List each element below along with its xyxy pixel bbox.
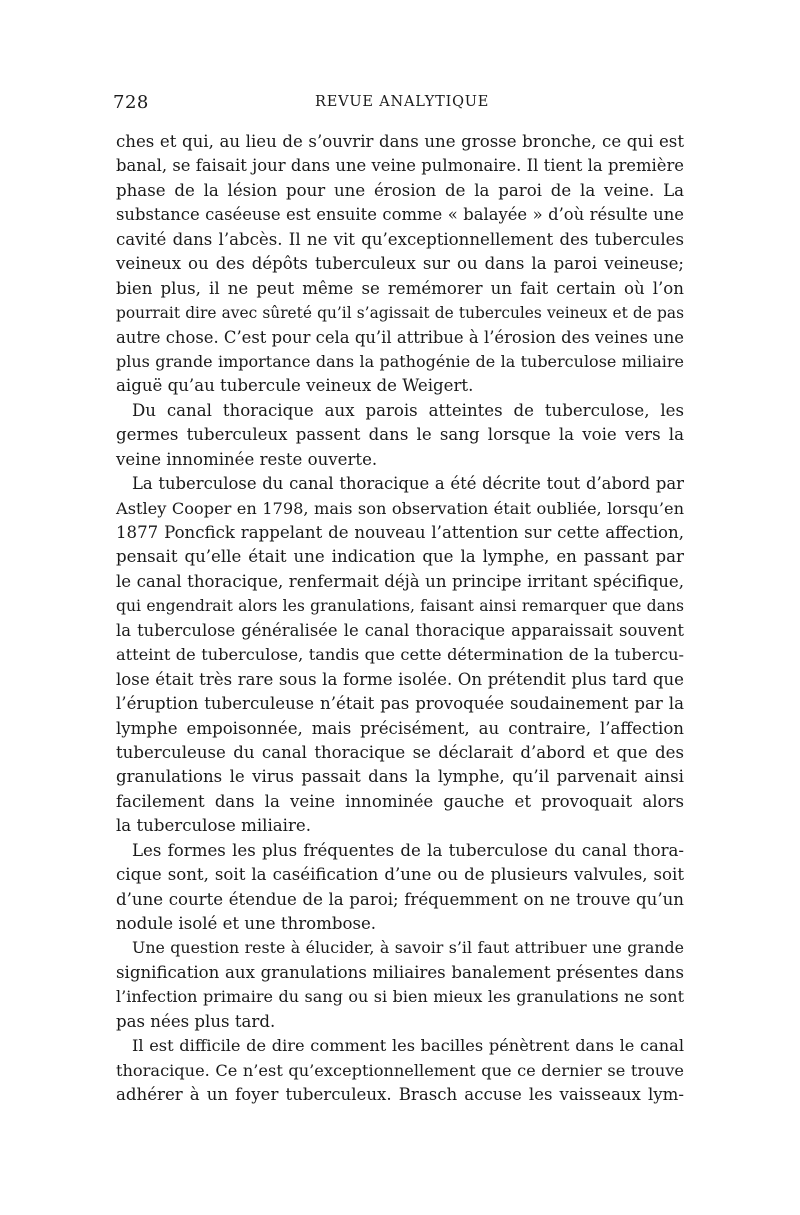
text-line: pensait qu’elle était une indication que la lymphe, en passant par: [116, 547, 684, 567]
text-line: cique sont, soit la caséification d’une ou de plusieurs valvules, soit: [116, 865, 684, 885]
text-line: facilement dans la veine innominée gauche et provoquait alors: [116, 791, 684, 811]
text-line: l’éruption tuberculeuse n’était pas provoquée soudainement par la: [116, 694, 684, 714]
text-line: bien plus, il ne peut même se remémorer un fait certain où l’on: [116, 278, 684, 298]
text-line: cavité dans l’abcès. Il ne vit qu’exceptionnellement des tubercules: [116, 229, 684, 249]
text-line: le canal thoracique, renfermait déjà un principe irritant spécifique,: [116, 571, 684, 591]
text-line: l’infection primaire du sang ou si bien mieux les granulations ne sont: [116, 987, 684, 1007]
text-line: phase de la lésion pour une érosion de la paroi de la veine. La: [116, 180, 684, 200]
text-line: substance caséeuse est ensuite comme « balayée » d’où résulte une: [116, 205, 684, 225]
text-line: pourrait dire avec sûreté qu’il s’agissait de tubercules veineux et de pas: [116, 304, 684, 323]
paragraph-first-line: Les formes les plus fréquentes de la tuberculose du canal thora-: [132, 840, 684, 860]
text-line: germes tuberculeux passent dans le sang lorsque la voie vers la: [116, 425, 684, 445]
text-line: signification aux granulations miliaires banalement présentes dans: [116, 962, 684, 982]
text-line: qui engendrait alors les granulations, faisant ainsi remarquer que dans: [116, 597, 684, 616]
text-line: ches et qui, au lieu de s’ouvrir dans une grosse bronche, ce qui est: [116, 132, 684, 151]
text-line: plus grande importance dans la pathogénie de la tuberculose miliaire: [116, 351, 684, 371]
text-line: lymphe empoisonnée, mais précisément, au contraire, l’affection: [116, 718, 684, 738]
paragraph-first-line: Du canal thoracique aux parois atteintes de tuberculose, les: [132, 400, 684, 420]
text-line: tuberculeuse du canal thoracique se déclarait d’abord et que des: [116, 742, 684, 762]
paragraph-end-line: pas nées plus tard.: [116, 1011, 276, 1031]
running-header: [0, 92, 800, 118]
paragraph-first-line: La tuberculose du canal thoracique a été décrite tout d’abord par: [132, 474, 684, 494]
text-line: thoracique. Ce n’est qu’exceptionnellement que ce dernier se trouve: [116, 1060, 684, 1080]
paragraph-first-line: Il est difficile de dire comment les bacilles pénètrent dans le canal: [132, 1036, 684, 1056]
text-line: la tuberculose généralisée le canal thoracique apparaissait souvent: [116, 620, 684, 640]
text-line: lose était très rare sous la forme isolée. On prétendit plus tard que: [116, 669, 684, 689]
page-number: 728: [113, 92, 149, 113]
text-line: veineux ou des dépôts tuberculeux sur ou dans la paroi veineuse;: [116, 254, 684, 274]
text-line: d’une courte étendue de la paroi; fréquemment on ne trouve qu’un: [116, 889, 684, 909]
paragraph-first-line: Une question reste à élucider, à savoir s’il faut attribuer une grande: [132, 938, 684, 958]
running-title: REVUE ANALYTIQUE: [315, 94, 490, 110]
text-line: Astley Cooper en 1798, mais son observation était oubliée, lorsqu’en: [116, 498, 684, 518]
text-line: atteint de tuberculose, tandis que cette détermination de la tubercu-: [116, 645, 684, 665]
paragraph-end-line: veine innominée reste ouverte.: [116, 449, 378, 469]
text-line: 1877 Poncfick rappelant de nouveau l’attention sur cette affection,: [116, 523, 684, 542]
body-text: [116, 130, 684, 1108]
paragraph-end-line: nodule isolé et une thrombose.: [116, 914, 377, 933]
text-line: adhérer à un foyer tuberculeux. Brasch accuse les vaisseaux lym-: [116, 1085, 684, 1105]
paragraph-end-line: aiguë qu’au tubercule veineux de Weigert.: [116, 376, 474, 396]
paragraph-end-line: la tuberculose miliaire.: [116, 816, 311, 836]
text-line: autre chose. C’est pour cela qu’il attribue à l’érosion des veines une: [116, 327, 684, 347]
text-line: banal, se faisait jour dans une veine pulmonaire. Il tient la première: [116, 156, 684, 176]
text-line: granulations le virus passait dans la lymphe, qu’il parvenait ainsi: [116, 767, 684, 787]
